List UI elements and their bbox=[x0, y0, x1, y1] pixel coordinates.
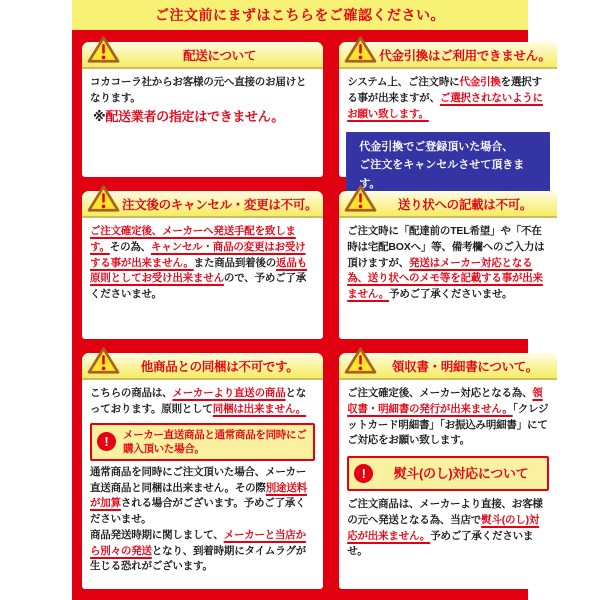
card-cancel-body bbox=[82, 218, 323, 339]
cod-blue-line2: ご注文をキャンセルさせて頂きます。 bbox=[359, 159, 525, 190]
shipping-paragraph: コカコーラ社からお客様の元へ直接のお届けとなります。 bbox=[90, 76, 307, 104]
warning-triangle-icon bbox=[344, 346, 377, 375]
receipt-noshi-callout bbox=[347, 456, 549, 491]
card-shipping bbox=[82, 42, 323, 177]
card-bundling-title: 他商品との同梱は不可です。 bbox=[140, 359, 299, 374]
bundling-paragraph-2: 通常商品を同時にご注文頂いた場合、メーカー直送商品と同梱は出来ません。その際別途送料が加算される場合がございます。予めご了承くださいませ。 bbox=[90, 465, 307, 526]
receipt-paragraph-1: ご注文確定後、メーカー対応となる為、領収書・明細書の発行が出来ません。「クレジットカード明細書」「お振込み明細書」にてご対応をお願い致します。 bbox=[347, 387, 549, 447]
receipt-paragraph-2: ご注文商品は、メーカーより直接、お客様の元へ発送となる為、当店で熨斗(のし)対応が出来ません。予めご了承くださいませ。 bbox=[347, 498, 543, 558]
card-bundling-header bbox=[82, 353, 323, 380]
card-cod-title: 代金引換はご利用できません。 bbox=[379, 48, 551, 63]
bundling-paragraph-1: こちらの商品は、メーカーより直送の商品となっております。原則として同梱は出来ません。 bbox=[90, 387, 307, 415]
cancel-paragraph: ご注文確定後、メーカーへ発送手配を致します。その為、キャンセル・商品の変更はお受けする事が出来ません。また商品到着後の返品も原則としてお受け出来ませんので、予めご了承くださいませ。 bbox=[90, 225, 307, 300]
card-cod-header bbox=[339, 42, 557, 69]
card-shipping-body bbox=[82, 69, 323, 177]
card-invoice-memo-body bbox=[339, 218, 557, 339]
warning-triangle-icon bbox=[344, 35, 377, 64]
card-receipt-header bbox=[339, 353, 557, 380]
warning-triangle-icon bbox=[87, 35, 120, 64]
card-invoice-memo bbox=[339, 191, 557, 339]
top-banner bbox=[72, 0, 528, 30]
bundling-callout-text: メーカー直送商品と通常商品を同時にご購入頂いた場合。 bbox=[123, 428, 307, 455]
invoice-memo-paragraph: ご注文時に「配達前のTEL希望」や「不在時は宅配BOXへ」等、備考欄へのご入力は頂けますが、発送はメーカー対応となる為、送り状へのメモ等を記載する事が出来ません。予めご了承くださいませ。 bbox=[347, 225, 545, 300]
card-invoice-memo-title: 送り状への記載は不可。 bbox=[397, 197, 533, 212]
card-bundling-body bbox=[82, 380, 323, 589]
card-cod-body bbox=[339, 69, 557, 127]
alert-circle-icon: ! bbox=[354, 464, 373, 483]
warning-triangle-icon bbox=[344, 184, 377, 213]
card-shipping-header bbox=[82, 42, 323, 69]
warning-triangle-icon bbox=[87, 346, 120, 375]
card-cancel bbox=[82, 191, 323, 339]
card-cancel-header bbox=[82, 191, 323, 218]
card-invoice-memo-header bbox=[339, 191, 557, 218]
card-receipt-title: 領収書・明細書について。 bbox=[392, 359, 538, 374]
card-cod bbox=[339, 42, 557, 190]
card-shipping-title: 配送について bbox=[183, 48, 257, 63]
card-receipt-body bbox=[339, 380, 557, 589]
bundling-paragraph-3: 商品発送時期に関しまして、メーカーと当店から別々の発送となり、到着時期にタイムラグが生じる恐れがございます。 bbox=[90, 528, 307, 573]
warning-triangle-icon bbox=[87, 184, 120, 213]
card-cancel-title: 注文後のキャンセル・変更は不可。 bbox=[122, 197, 318, 212]
alert-circle-icon: ! bbox=[97, 432, 116, 451]
shipping-note: ※配送業者の指定はできません。 bbox=[93, 108, 284, 124]
cod-blue-line1: 代金引換でご登録頂いた場合、 bbox=[359, 141, 514, 154]
receipt-noshi-callout-text: 熨斗(のし)対応について bbox=[393, 465, 529, 481]
notice-grid bbox=[82, 42, 551, 589]
top-banner-text: ご注文前にまずはこちらをご確認ください。 bbox=[155, 7, 445, 23]
card-bundling bbox=[82, 353, 323, 589]
cod-paragraph: システム上、ご注文時に代金引換を選択する事が出来ますが、ご選択されないようにお願い致します。 bbox=[347, 76, 543, 120]
bundling-callout bbox=[90, 423, 315, 461]
notice-panel bbox=[72, 0, 551, 600]
card-receipt bbox=[339, 353, 557, 589]
